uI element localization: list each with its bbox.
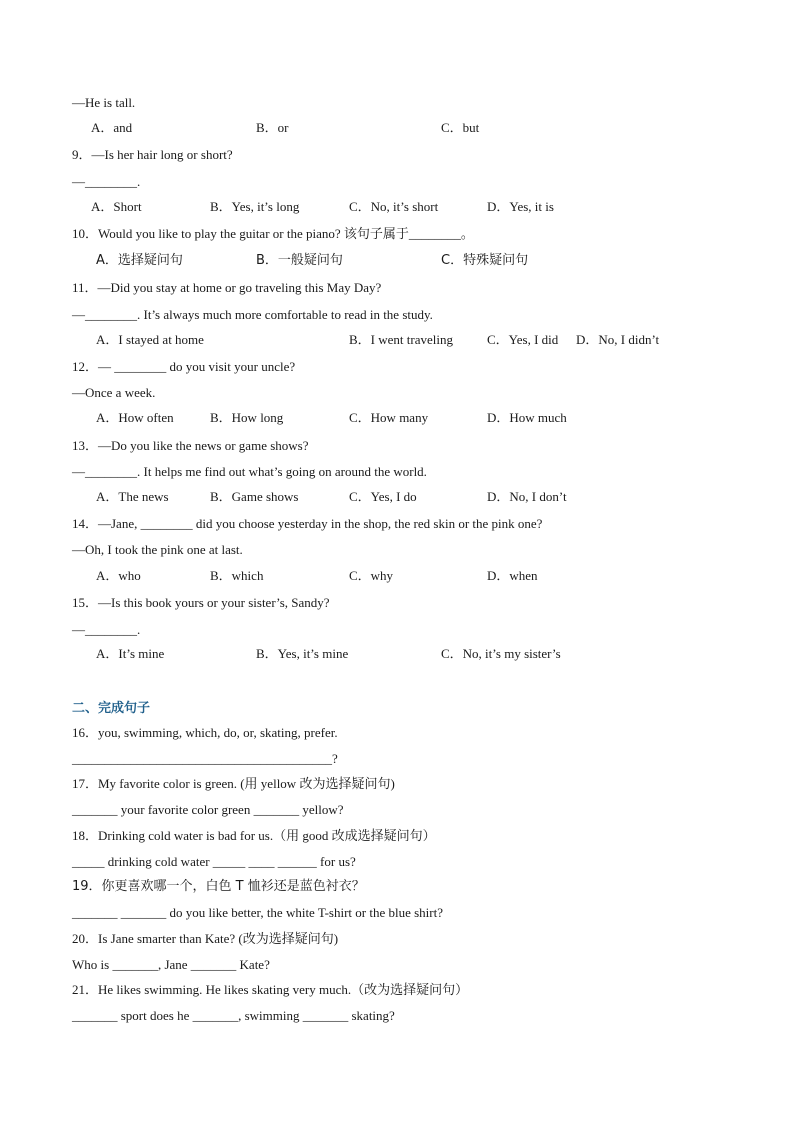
q13-option-d[interactable]: D．No, I don’t (487, 489, 567, 504)
q10-option-b[interactable]: B．一般疑问句 (256, 253, 343, 268)
q17-stem: 17．My favorite color is green. (用 yellow 改为选择疑问句) (72, 776, 395, 791)
q11-stem: 11．—Did you stay at home or go traveling this May Day? (72, 280, 382, 295)
q15-option-a[interactable]: A．It’s mine (96, 646, 165, 661)
q15-answer-line: —________. (72, 622, 141, 637)
q14-option-a[interactable]: A．who (96, 568, 141, 583)
q8-option-a[interactable]: A．and (91, 120, 133, 135)
q15-option-b[interactable]: B．Yes, it’s mine (256, 646, 349, 661)
q14-stem: 14．—Jane, ________ did you choose yesterday in the shop, the red skin or the pink one? (72, 516, 543, 531)
q12-stem: 12．— ________ do you visit your uncle? (72, 359, 296, 374)
q9-option-a[interactable]: A．Short (91, 199, 142, 214)
q11-option-b[interactable]: B．I went traveling (349, 332, 453, 347)
q12-option-d[interactable]: D．How much (487, 410, 567, 425)
q13-stem: 13．—Do you like the news or game shows? (72, 438, 309, 453)
q9-answer-line: —________. (72, 174, 141, 189)
q15-stem: 15．—Is this book yours or your sister’s, Sandy? (72, 595, 330, 610)
q11-option-a[interactable]: A．I stayed at home (96, 332, 204, 347)
q11-option-d[interactable]: D．No, I didn’t (576, 332, 660, 347)
q9-stem: 9．—Is her hair long or short? (72, 147, 233, 162)
q11-option-c[interactable]: C．Yes, I did (487, 332, 559, 347)
q21-stem: 21．He likes swimming. He likes skating very much.（改为选择疑问句） (72, 982, 469, 997)
q16-answer-line[interactable]: ________________________________________? (72, 751, 338, 766)
q20-stem: 20．Is Jane smarter than Kate? (改为选择疑问句) (72, 931, 339, 946)
q10-option-c[interactable]: C．特殊疑问句 (441, 253, 529, 268)
q14-option-c[interactable]: C．why (349, 568, 394, 583)
q16-stem: 16．you, swimming, which, do, or, skating, prefer. (72, 725, 338, 740)
q12-option-a[interactable]: A．How often (96, 410, 174, 425)
q10-stem: 10．Would you like to play the guitar or the piano? 该句子属于________。 (72, 226, 474, 241)
q14-option-b[interactable]: B．which (210, 568, 264, 583)
q19-answer-line[interactable]: _______ _______ do you like better, the white T-shirt or the blue shirt? (72, 905, 444, 920)
q17-answer-line[interactable]: _______ your favorite color green _______ yellow? (72, 802, 344, 817)
q10-option-a[interactable]: A．选择疑问句 (96, 253, 183, 268)
q14-answer-line: —Oh, I took the pink one at last. (72, 542, 243, 557)
q12-option-b[interactable]: B．How long (210, 410, 284, 425)
section-title: 二、完成句子 (72, 701, 151, 716)
q9-option-c[interactable]: C．No, it’s short (349, 199, 439, 214)
q12-option-c[interactable]: C．How many (349, 410, 429, 425)
q18-answer-line[interactable]: _____ drinking cold water _____ ____ ______ for us? (72, 854, 356, 869)
q9-option-b[interactable]: B．Yes, it’s long (210, 199, 300, 214)
q21-answer-line[interactable]: _______ sport does he _______, swimming _______ skating? (72, 1008, 395, 1023)
q13-option-c[interactable]: C．Yes, I do (349, 489, 417, 504)
q13-answer-line: —________. It helps me find out what’s going on around the world. (72, 464, 427, 479)
q8-answer-line: —He is tall. (72, 95, 136, 110)
q13-option-b[interactable]: B．Game shows (210, 489, 299, 504)
q15-option-c[interactable]: C．No, it’s my sister’s (441, 646, 561, 661)
q8-option-c[interactable]: C．but (441, 120, 480, 135)
q12-answer-line: —Once a week. (72, 385, 156, 400)
q11-answer-line: —________. It’s always much more comfortable to read in the study. (72, 307, 433, 322)
q9-option-d[interactable]: D．Yes, it is (487, 199, 554, 214)
q8-option-b[interactable]: B．or (256, 120, 289, 135)
q20-answer-line[interactable]: Who is _______, Jane _______ Kate? (72, 957, 270, 972)
q18-stem: 18．Drinking cold water is bad for us.（用 good 改成选择疑问句） (72, 828, 436, 843)
q13-option-a[interactable]: A．The news (96, 489, 169, 504)
q14-option-d[interactable]: D．when (487, 568, 538, 583)
q19-stem: 19．你更喜欢哪一个，白色 T 恤衫还是蓝色衬衣？ (72, 879, 365, 894)
